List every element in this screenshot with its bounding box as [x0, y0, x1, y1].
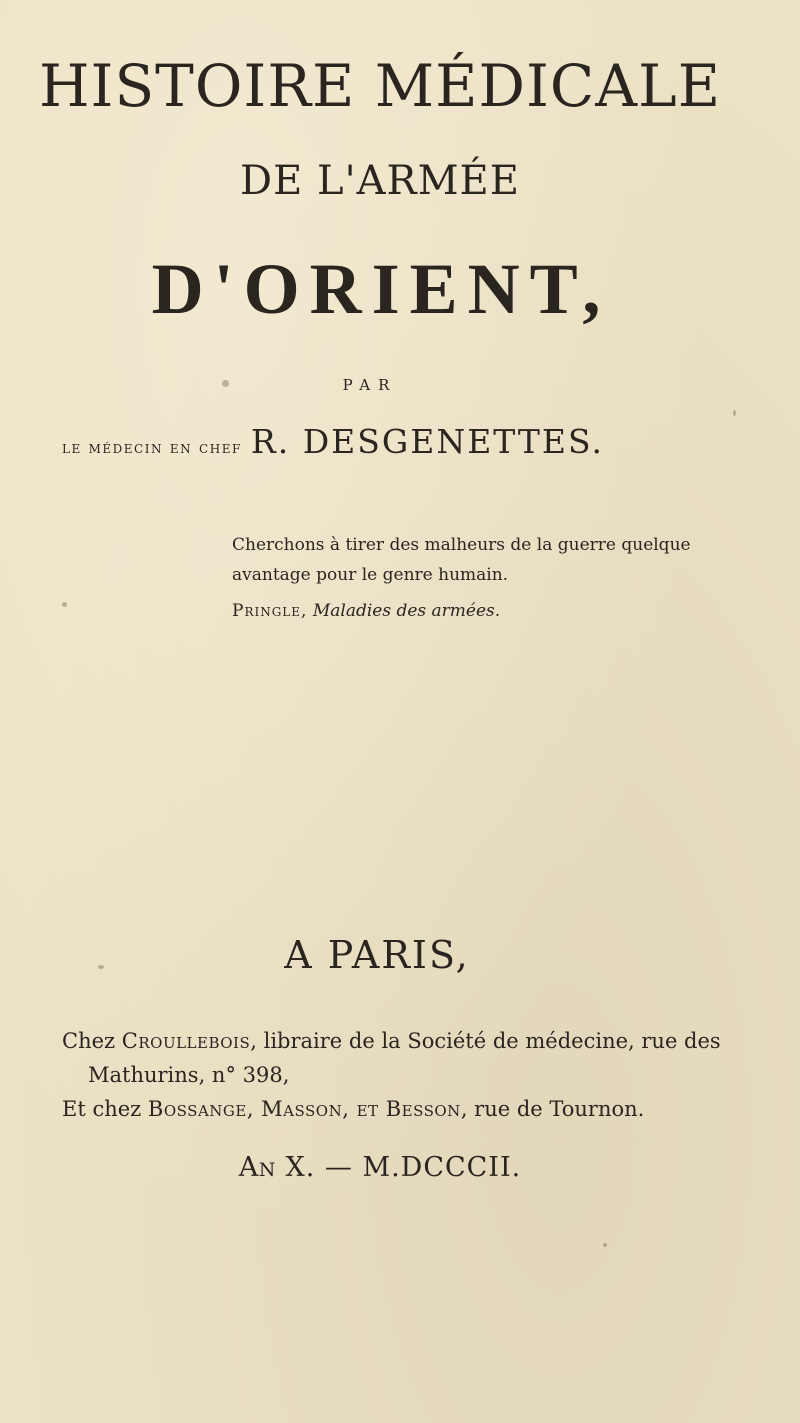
publication-date	[0, 1152, 800, 1183]
imprint-line-2: Mathurins, n° 398,	[88, 1063, 290, 1087]
paper-speck	[603, 1243, 607, 1247]
imprint-city: A PARIS,	[284, 933, 470, 977]
epigraph-text: Cherchons à tirer des malheurs de la guerre quelque avantage pour le genre humain.	[232, 535, 691, 585]
paper-speck	[733, 410, 736, 416]
by-label: PAR	[342, 376, 398, 394]
imprint-line-1	[62, 1024, 792, 1058]
imprint-chez: Chez	[62, 1029, 116, 1053]
epigraph-work: Maladies des armées.	[312, 601, 501, 621]
imprint-publisher: Croullebois	[121, 1029, 251, 1053]
title-line-2: DE L'ARMÉE	[240, 158, 520, 204]
imprint-line-1-rest: , libraire de la Société de médecine, rue des	[250, 1029, 721, 1053]
imprint	[62, 1024, 792, 1126]
epigraph-author: Pringle,	[232, 601, 308, 621]
paper-speck	[62, 602, 67, 607]
imprint-line-3	[62, 1092, 792, 1126]
paper-speck	[98, 965, 104, 969]
epigraph-attribution	[232, 596, 752, 626]
date-rest: X. — M.DCCCII.	[285, 1152, 522, 1183]
author-title: le médecin en chef	[62, 438, 242, 458]
author-name: R. DESGENETTES.	[250, 422, 604, 461]
date-prefix: An	[238, 1152, 276, 1183]
imprint-line-3-start: Et chez	[62, 1097, 142, 1121]
epigraph	[232, 530, 752, 626]
author-line	[62, 422, 604, 461]
imprint-line-3-rest: , rue de Tournon.	[460, 1097, 645, 1121]
imprint-booksellers: Bossange, Masson, et Besson	[147, 1097, 461, 1121]
paper-speck	[222, 380, 229, 387]
title-line-1: HISTOIRE MÉDICALE	[38, 52, 722, 120]
title-line-3: D'ORIENT,	[151, 249, 611, 329]
